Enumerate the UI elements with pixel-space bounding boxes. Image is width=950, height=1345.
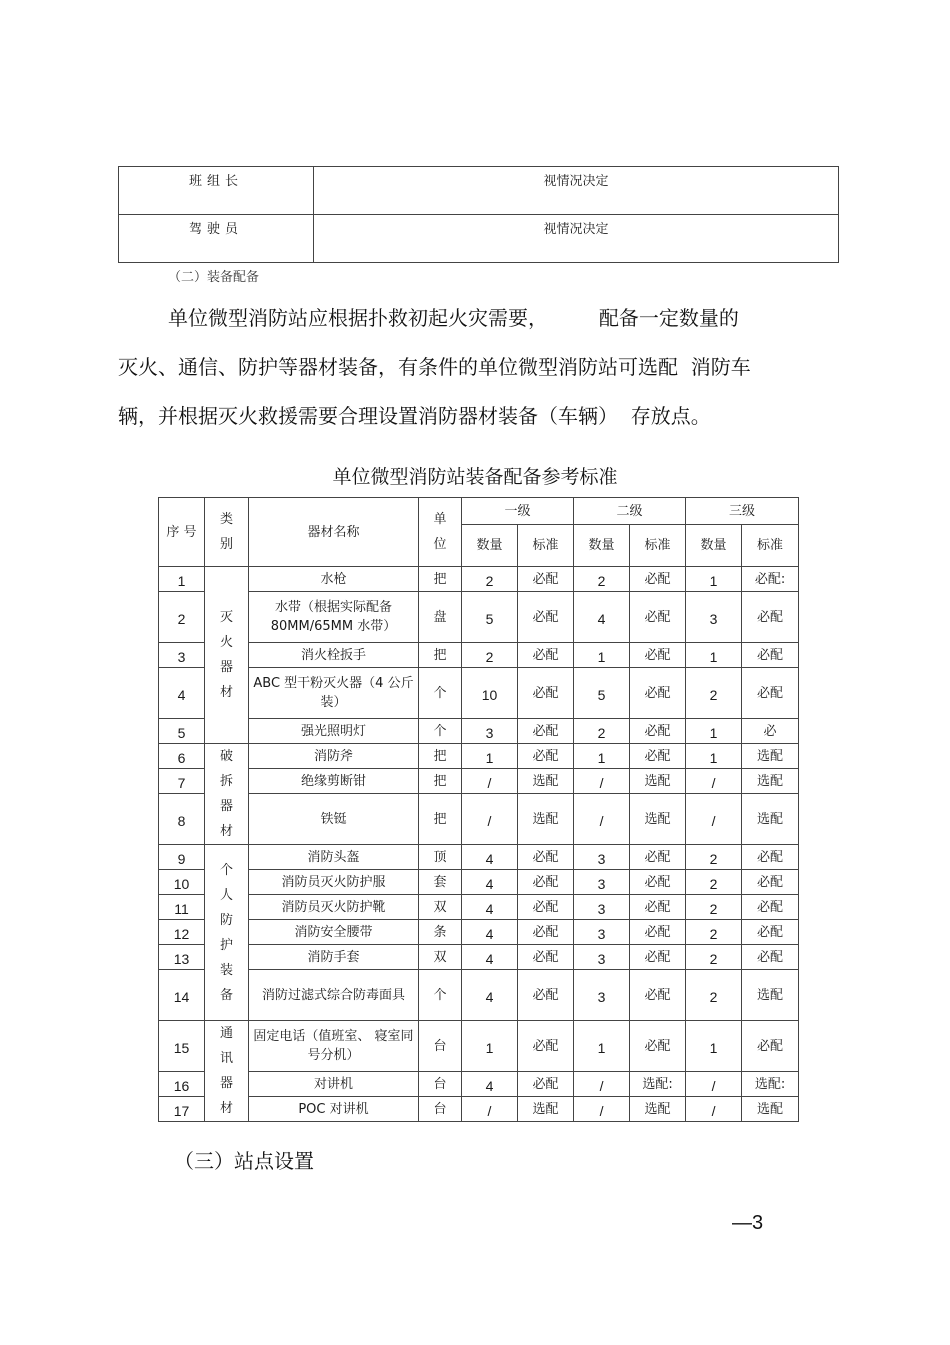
level2-std: 选配 (630, 769, 686, 794)
paragraph-line: 灭火、通信、防护等器材装备，有条件的单位微型消防站可选配 消防车 (118, 355, 751, 379)
level3-qty: 1 (686, 567, 742, 592)
equipment-name: 强光照明灯 (249, 719, 419, 744)
level3-qty: / (686, 769, 742, 794)
table-title: 单位微型消防站装备配备参考标准 (332, 466, 618, 488)
level2-qty: / (574, 1097, 630, 1122)
value-cell: 视情况决定 (314, 215, 839, 263)
role-cell: 班组长 (119, 167, 314, 215)
level3-qty: / (686, 794, 742, 845)
level2-qty: 3 (574, 870, 630, 895)
equipment-name: 消防员灭火防护靴 (249, 895, 419, 920)
level3-std: 必配 (742, 668, 799, 719)
unit-cell: 把 (419, 744, 462, 769)
level3-std: 选配 (742, 769, 799, 794)
unit-cell: 台 (419, 1097, 462, 1122)
value-cell: 视情况决定 (314, 167, 839, 215)
level1-qty: 4 (462, 920, 518, 945)
row-index: 4 (159, 668, 205, 719)
row-index: 17 (159, 1097, 205, 1122)
equipment-name: 消防斧 (249, 744, 419, 769)
level3-qty: 1 (686, 1021, 742, 1072)
row-index: 15 (159, 1021, 205, 1072)
category-cell (205, 845, 249, 1021)
level2-std: 选配: (630, 1072, 686, 1097)
row-index: 14 (159, 970, 205, 1021)
level1-std: 必配 (518, 895, 574, 920)
equipment-name: POC 对讲机 (249, 1097, 419, 1122)
role-cell: 驾驶员 (119, 215, 314, 263)
equipment-name: 水带（根据实际配备80MM/65MM 水带） (249, 592, 419, 643)
row-index: 13 (159, 945, 205, 970)
level1-std: 必配 (518, 870, 574, 895)
level2-qty: 2 (574, 719, 630, 744)
category-cell (205, 567, 249, 744)
table-row (159, 1021, 799, 1072)
equipment-name: ABC 型干粉灭火器（4 公斤装） (249, 668, 419, 719)
table-row (159, 744, 799, 769)
level1-std: 必配 (518, 1072, 574, 1097)
row-index: 7 (159, 769, 205, 794)
level2-qty: 4 (574, 592, 630, 643)
equipment-name: 消防安全腰带 (249, 920, 419, 945)
level3-qty: 2 (686, 970, 742, 1021)
level2-qty: 1 (574, 643, 630, 668)
unit-cell: 双 (419, 945, 462, 970)
paragraph-line: 辆，并根据灭火救援需要合理设置消防器材装备（车辆） 存放点。 (118, 404, 711, 428)
level3-qty: 2 (686, 920, 742, 945)
row-index: 6 (159, 744, 205, 769)
level3-std: 必配 (742, 870, 799, 895)
row-index: 16 (159, 1072, 205, 1097)
section-heading-site: （三）站点设置 (174, 1149, 314, 1173)
level3-std: 选配: (742, 1072, 799, 1097)
level1-qty: 1 (462, 744, 518, 769)
level2-qty: / (574, 769, 630, 794)
header-category-label: 类别 (219, 512, 233, 552)
category-cell (205, 744, 249, 845)
level3-qty: 2 (686, 870, 742, 895)
level2-std: 必配 (630, 970, 686, 1021)
level1-std: 必配 (518, 970, 574, 1021)
level2-qty: / (574, 794, 630, 845)
level1-qty: 4 (462, 945, 518, 970)
level3-std: 选配 (742, 744, 799, 769)
level2-std: 必配 (630, 920, 686, 945)
table-row (159, 895, 799, 920)
level3-qty: 1 (686, 744, 742, 769)
table-row (159, 945, 799, 970)
level3-std: 必配 (742, 895, 799, 920)
category-label: 灭火器材 (219, 610, 233, 700)
level2-std: 选配 (630, 1097, 686, 1122)
level2-qty: 3 (574, 970, 630, 1021)
equipment-name: 消防手套 (249, 945, 419, 970)
level1-qty: 5 (462, 592, 518, 643)
header-std: 标准 (742, 525, 799, 567)
row-index: 10 (159, 870, 205, 895)
equipment-name: 消火栓扳手 (249, 643, 419, 668)
table-row (159, 592, 799, 643)
level2-qty: / (574, 1072, 630, 1097)
level2-std: 必配 (630, 592, 686, 643)
level2-std: 必配 (630, 945, 686, 970)
level2-std: 必配 (630, 744, 686, 769)
level1-qty: 4 (462, 970, 518, 1021)
level2-std: 必配 (630, 845, 686, 870)
header-unit (419, 498, 462, 567)
header-row (159, 498, 799, 525)
level2-std: 必配 (630, 567, 686, 592)
level2-qty: 1 (574, 744, 630, 769)
level2-qty: 3 (574, 895, 630, 920)
equipment-name: 固定电话（值班室、 寝室同号分机） (249, 1021, 419, 1072)
level2-qty: 3 (574, 945, 630, 970)
level1-std: 必配 (518, 744, 574, 769)
level3-qty: 2 (686, 845, 742, 870)
level3-std: 必配 (742, 643, 799, 668)
row-index: 5 (159, 719, 205, 744)
level1-std: 必配 (518, 719, 574, 744)
table-row (159, 567, 799, 592)
level1-std: 必配 (518, 920, 574, 945)
level2-std: 必配 (630, 668, 686, 719)
table-row (159, 668, 799, 719)
paragraph-line: 单位微型消防站应根据扑救初起火灾需要， 配备一定数量的 (168, 306, 739, 330)
level3-std: 必配 (742, 945, 799, 970)
level1-qty: 4 (462, 1072, 518, 1097)
level2-std: 选配 (630, 794, 686, 845)
level2-qty: 5 (574, 668, 630, 719)
level1-std: 必配 (518, 845, 574, 870)
header-qty: 数量 (686, 525, 742, 567)
table-row (159, 845, 799, 870)
unit-cell: 把 (419, 769, 462, 794)
level3-qty: 2 (686, 895, 742, 920)
unit-cell: 把 (419, 643, 462, 668)
level2-std: 必配 (630, 719, 686, 744)
category-cell (205, 1021, 249, 1122)
level1-std: 必配 (518, 668, 574, 719)
level3-qty: 1 (686, 719, 742, 744)
equipment-name: 消防头盔 (249, 845, 419, 870)
header-level2: 二级 (574, 498, 686, 525)
level3-qty: 2 (686, 668, 742, 719)
level1-qty: 2 (462, 643, 518, 668)
category-label: 破拆器材 (219, 749, 233, 839)
level2-std: 必配 (630, 870, 686, 895)
level2-std: 必配 (630, 1021, 686, 1072)
header-index: 序 号 (159, 498, 205, 567)
equipment-name: 消防员灭火防护服 (249, 870, 419, 895)
table-row (159, 920, 799, 945)
unit-cell: 个 (419, 719, 462, 744)
header-level1: 一级 (462, 498, 574, 525)
unit-cell: 台 (419, 1021, 462, 1072)
level1-std: 选配 (518, 769, 574, 794)
level1-qty: 10 (462, 668, 518, 719)
unit-cell: 台 (419, 1072, 462, 1097)
header-unit-label: 单位 (433, 512, 447, 552)
level1-qty: / (462, 794, 518, 845)
equipment-table-body (159, 567, 799, 1122)
table-row (159, 794, 799, 845)
level3-std: 必配 (742, 920, 799, 945)
table-row (159, 643, 799, 668)
level1-std: 必配 (518, 592, 574, 643)
equipment-name: 对讲机 (249, 1072, 419, 1097)
equipment-name: 铁铤 (249, 794, 419, 845)
unit-cell: 把 (419, 794, 462, 845)
unit-cell: 盘 (419, 592, 462, 643)
table-row (119, 167, 839, 215)
level2-qty: 3 (574, 845, 630, 870)
header-name: 器材名称 (249, 498, 419, 567)
unit-cell: 套 (419, 870, 462, 895)
level3-qty: / (686, 1072, 742, 1097)
header-level3: 三级 (686, 498, 799, 525)
level3-std: 必配 (742, 1021, 799, 1072)
level1-qty: 4 (462, 845, 518, 870)
page-number: —3 (732, 1212, 764, 1234)
level1-std: 必配 (518, 643, 574, 668)
level3-std: 必配 (742, 592, 799, 643)
level1-std: 必配 (518, 567, 574, 592)
category-label: 个人防护装备 (219, 862, 233, 1003)
level3-std: 选配 (742, 794, 799, 845)
level2-qty: 2 (574, 567, 630, 592)
table-row (159, 970, 799, 1021)
level3-std: 选配 (742, 1097, 799, 1122)
level3-qty: 1 (686, 643, 742, 668)
header-std: 标准 (518, 525, 574, 567)
level1-qty: / (462, 1097, 518, 1122)
table-row (159, 870, 799, 895)
unit-cell: 双 (419, 895, 462, 920)
table-row (119, 215, 839, 263)
row-index: 2 (159, 592, 205, 643)
level1-qty: / (462, 769, 518, 794)
level1-std: 选配 (518, 794, 574, 845)
header-std: 标准 (630, 525, 686, 567)
row-index: 9 (159, 845, 205, 870)
level1-qty: 4 (462, 895, 518, 920)
equipment-table (158, 497, 799, 1122)
header-category (205, 498, 249, 567)
level3-std: 必配: (742, 567, 799, 592)
level3-std: 必配 (742, 845, 799, 870)
level1-qty: 2 (462, 567, 518, 592)
table-row (159, 1097, 799, 1122)
level2-qty: 1 (574, 1021, 630, 1072)
row-index: 1 (159, 567, 205, 592)
unit-cell: 条 (419, 920, 462, 945)
header-qty: 数量 (462, 525, 518, 567)
unit-cell: 个 (419, 970, 462, 1021)
equipment-name: 消防过滤式综合防毒面具 (249, 970, 419, 1021)
unit-cell: 把 (419, 567, 462, 592)
level3-qty: / (686, 1097, 742, 1122)
level1-qty: 4 (462, 870, 518, 895)
level1-std: 必配 (518, 945, 574, 970)
category-label: 通讯器材 (219, 1026, 233, 1116)
unit-cell: 个 (419, 668, 462, 719)
row-index: 3 (159, 643, 205, 668)
level3-qty: 3 (686, 592, 742, 643)
table-row (159, 719, 799, 744)
unit-cell: 顶 (419, 845, 462, 870)
staffing-table (118, 166, 839, 263)
equipment-name: 绝缘剪断钳 (249, 769, 419, 794)
level3-std: 选配 (742, 970, 799, 1021)
level1-qty: 1 (462, 1021, 518, 1072)
row-index: 8 (159, 794, 205, 845)
level2-qty: 3 (574, 920, 630, 945)
level1-std: 必配 (518, 1021, 574, 1072)
level3-std: 必 (742, 719, 799, 744)
table-row (159, 769, 799, 794)
level3-qty: 2 (686, 945, 742, 970)
row-index: 12 (159, 920, 205, 945)
level1-qty: 3 (462, 719, 518, 744)
level2-std: 必配 (630, 643, 686, 668)
section-heading-equipment: （二）装备配备 (168, 270, 260, 285)
level2-std: 必配 (630, 895, 686, 920)
equipment-name: 水枪 (249, 567, 419, 592)
level1-std: 选配 (518, 1097, 574, 1122)
header-qty: 数量 (574, 525, 630, 567)
table-row (159, 1072, 799, 1097)
row-index: 11 (159, 895, 205, 920)
